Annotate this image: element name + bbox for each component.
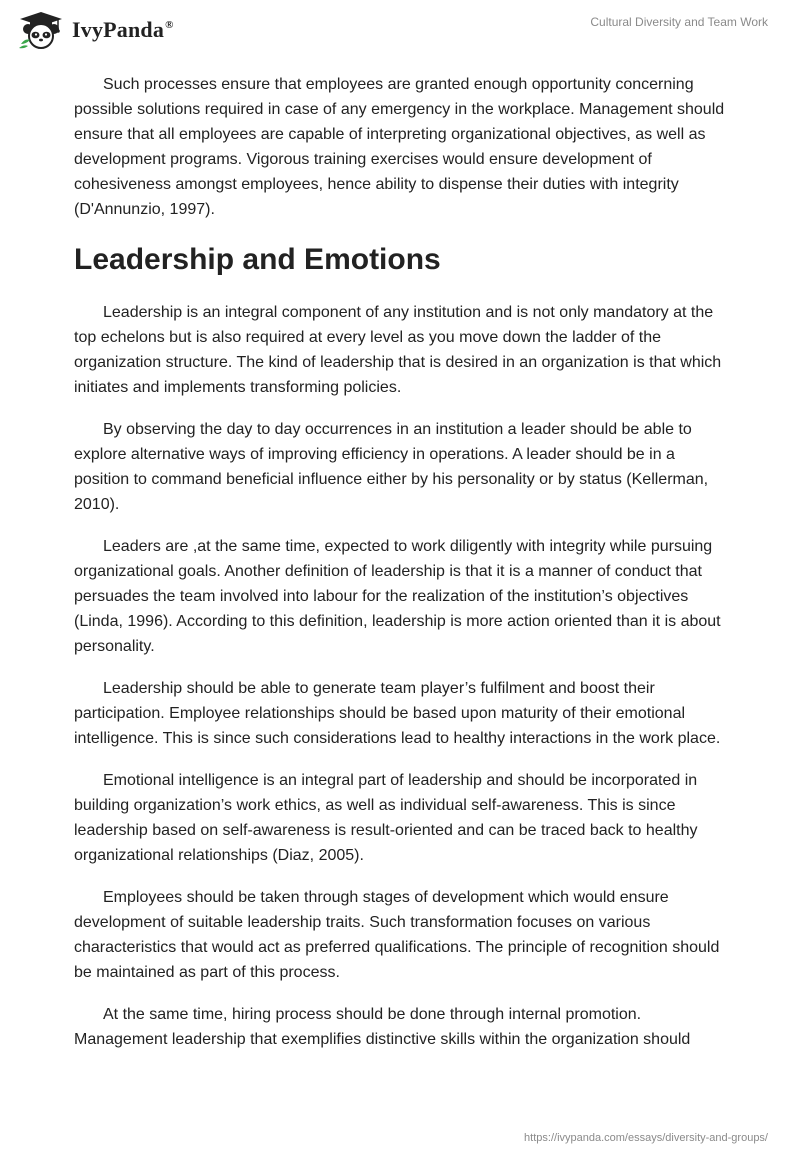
section-heading: Leadership and Emotions [74, 243, 441, 276]
document-title: Cultural Diversity and Team Work [590, 15, 768, 29]
paragraph: By observing the day to day occurrences in an institution a leader should be able to explore alternative ways of improving efficiency in operations. A leader should be in a position to command beneficial influence either by his personality or by status (Kellerman, 2010). [74, 421, 709, 513]
paragraph: Leadership is an integral component of any institution and is not only mandatory at the top echelons but is also required at every level as you move down the ladder of the organization structure. The kind of leadership that is desired in an organization is that which initiates and implements transforming policies. [74, 304, 722, 396]
paragraph: At the same time, hiring process should be done through internal promotion. Management leadership that exemplifies distinctive skills within the organization should [74, 1006, 691, 1048]
paragraph: Leadership should be able to generate team player’s fulfilment and boost their participation. Employee relationships should be based upon maturity of their emotional intelligence. This is since such considerations lead to healthy interactions in the work place. [74, 680, 721, 747]
paragraph: Emotional intelligence is an integral part of leadership and should be incorporated in building organization’s work ethics, as well as individual self-awareness. This is since leadership based on self-awareness is result-oriented and can be traced back to healthy organizational relationships (Diaz, 2005). [74, 772, 698, 864]
source-url[interactable]: https://ivypanda.com/essays/diversity-and-groups/ [524, 1132, 768, 1144]
paragraph: Such processes ensure that employees are granted enough opportunity concerning possible solutions required in case of any emergency in the workplace. Management should ensure that all employees are capable of interpreting organizational objectives, as well as development programs. Vigorous training exercises would ensure development of cohesiveness amongst employees, hence ability to dispense their duties with integrity (D'Annunzio, 1997). [74, 76, 725, 218]
paragraph: Employees should be taken through stages of development which would ensure development of suitable leadership traits. Such transformation focuses on various characteristics that would act as preferred qualifications. The principle of recognition should be maintained as part of this process. [74, 889, 720, 981]
essay-body [74, 72, 734, 1069]
paragraph: Leaders are ,at the same time, expected to work diligently with integrity while pursuing organizational goals. Another definition of leadership is that it is a manner of conduct that persuades the team involved into labour for the realization of the institution’s objectives (Linda, 1996). According to this definition, leadership is more action oriented than it is about personality. [74, 538, 721, 655]
ivypanda-logo[interactable] [16, 10, 174, 50]
brand-name: IvyPanda® [72, 17, 174, 42]
page-header [0, 0, 800, 60]
panda-graduate-icon [16, 10, 66, 50]
